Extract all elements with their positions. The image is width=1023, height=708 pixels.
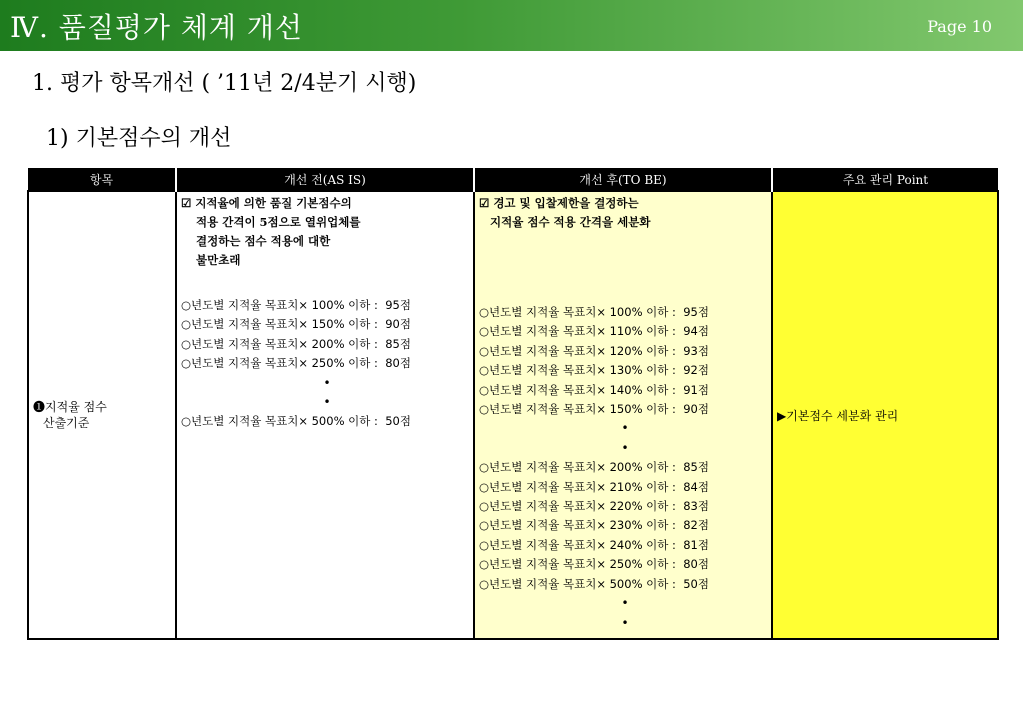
list-item: ○년도별 지적율 목표치× 240% 이하 : 81점 [479,537,709,552]
page-number: Page 10 [927,17,992,36]
list-item: ○년도별 지적율 목표치× 210% 이하 : 84점 [479,479,709,494]
item-label: 지적율 점수 [45,400,107,414]
ellipsis-dot: • [323,375,331,390]
ellipsis-dot: • [621,440,629,455]
header-item: 항목 [28,168,176,191]
list-item: ○년도별 지적율 목표치× 220% 이하 : 83점 [479,499,709,514]
to-be-score-list [475,303,771,633]
ellipsis-dot: • [323,395,331,410]
point-cell [772,191,998,639]
list-item: ○년도별 지적율 목표치× 150% 이하 : 90점 [181,317,411,332]
as-is-note: ☑ 지적율에 의한 품질 기본점수의 적용 간격이 5점으로 열위업체를 결정하는 점수 적용에 대한 불만초래 [181,196,361,267]
ellipsis-dot: • [621,596,629,611]
list-item: ○년도별 지적율 목표치× 110% 이하 : 94점 [479,324,709,339]
list-item: ○년도별 지적율 목표치× 250% 이하 : 80점 [479,557,709,572]
as-is-score-list [177,296,473,432]
table-header-row [28,168,998,191]
list-item: ○년도별 지적율 목표치× 120% 이하 : 93점 [479,343,709,358]
item-cell [28,191,176,639]
as-is-cell [176,191,474,639]
list-item: ○년도별 지적율 목표치× 140% 이하 : 91점 [479,382,709,397]
header-to-be: 개선 후(TO BE) [474,168,772,191]
page-title: Ⅳ. 품질평가 체계 개선 [10,11,303,44]
header-point: 주요 관리 Point [772,168,998,191]
list-item: ○년도별 지적율 목표치× 200% 이하 : 85점 [181,336,411,351]
title-bar [0,0,1023,51]
list-item: ○년도별 지적율 목표치× 130% 이하 : 92점 [479,363,709,378]
subsection-heading: 1) 기본점수의 개선 [46,126,232,151]
ellipsis-dot: • [621,615,629,630]
item-bullet-icon: ❶ [33,400,46,414]
list-item: ○년도별 지적율 목표치× 200% 이하 : 85점 [479,460,709,475]
list-item: ○년도별 지적율 목표치× 500% 이하 : 50점 [479,576,709,591]
point-label: ▶기본점수 세분화 관리 [777,408,899,423]
comparison-table [27,168,999,640]
item-label-line2: 산출기준 [43,416,90,430]
to-be-note: ☑ 경고 및 입찰제한을 결정하는 지적율 점수 적용 간격을 세분화 [479,196,651,229]
list-item: ○년도별 지적율 목표치× 230% 이하 : 82점 [479,518,709,533]
to-be-cell [474,191,772,639]
list-item: ○년도별 지적율 목표치× 100% 이하 : 95점 [479,305,709,319]
ellipsis-dot: • [621,421,629,436]
list-item: ○년도별 지적율 목표치× 150% 이하 : 90점 [479,402,709,417]
header-as-is: 개선 전(AS IS) [176,168,474,191]
table-row [28,191,998,639]
list-item: ○년도별 지적율 목표치× 250% 이하 : 80점 [181,356,411,371]
list-item: ○년도별 지적율 목표치× 100% 이하 : 95점 [181,298,411,312]
list-item: ○년도별 지적율 목표치× 500% 이하 : 50점 [181,414,411,429]
section-heading: 1. 평가 항목개선 ( ’11년 2/4분기 시행) [32,71,417,96]
